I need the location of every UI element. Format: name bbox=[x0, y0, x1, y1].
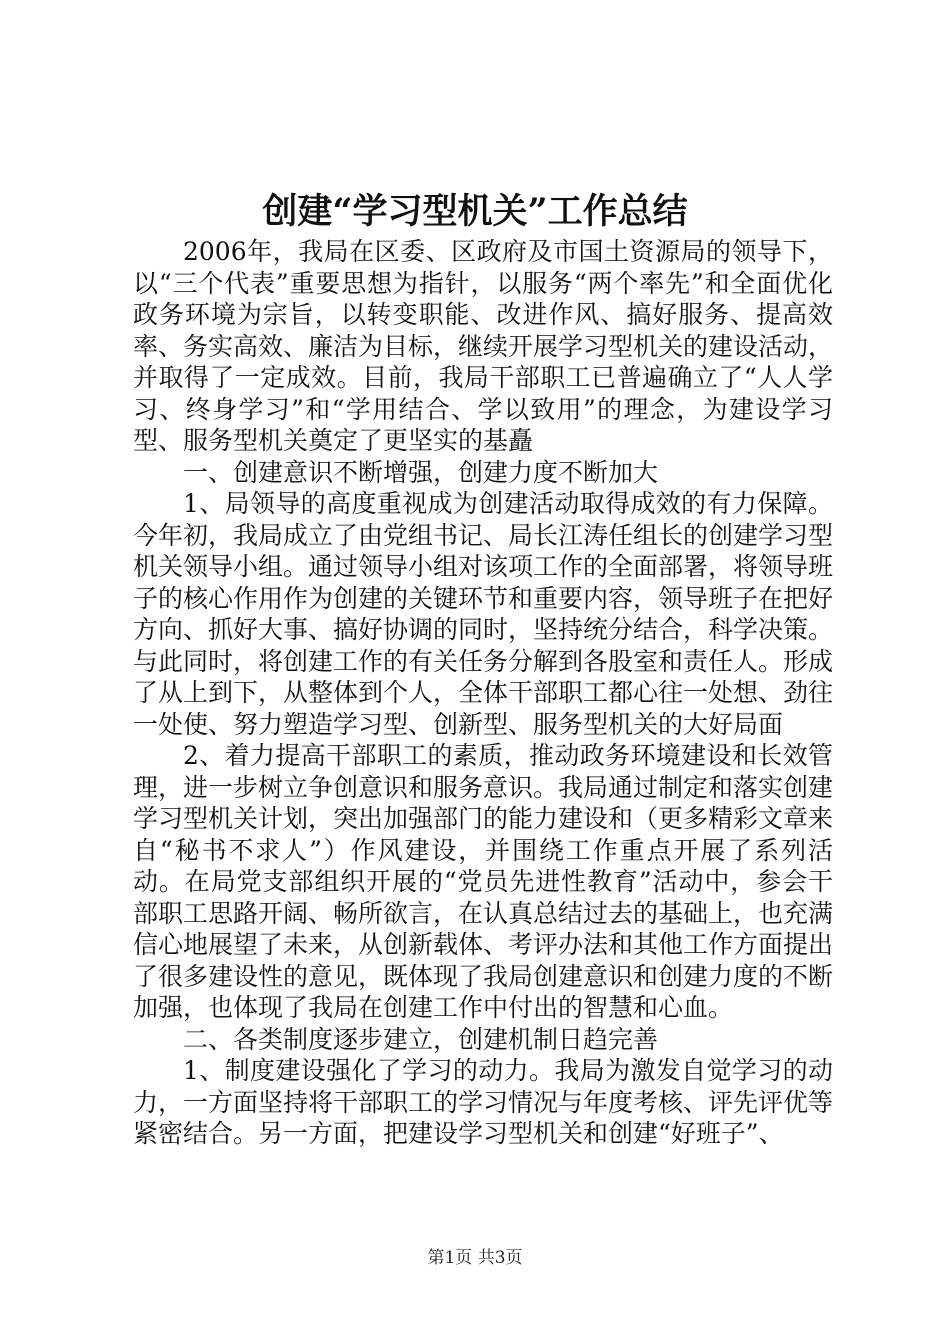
section-heading-2: 二、各类制度逐步建立，创建机制日趋完善 bbox=[183, 1024, 659, 1054]
paragraph-1-2: 2、着力提高干部职工的素质，推动政务环境建设和长效管理，进一步树立争创意识和服务意识。我局通过制定和落实创建学习型机关计划，突出加强部门的能力建设和（更多精彩文章来自“秘书不求人”）作风建设，并围绕工作重点开展了系列活动。在局党支部组织开展的“党员先进性教育”活动中，参会干部职工思路开阔、畅所欲言，在认真总结过去的基础上，也充满信心地展望了未来，从创新载体、考评办法和其他工作方面提出了很多建设性的意见，既体现了我局创建意识和创建力度的不断加强，也体现了我局在创建工作中付出的智慧和心血。 bbox=[133, 741, 834, 1022]
paragraph-intro: 2006年，我局在区委、区政府及市国土资源局的领导下，以“三个代表”重要思想为指针，以服务“两个率先”和全面优化政务环境为宗旨，以转变职能、改进作风、搞好服务、提高效率、务实高效、廉洁为目标，继续开展学习型机关的建设活动，并取得了一定成效。目前，我局干部职工已普遍确立了“人人学习、终身学习”和“学用结合、学以致用”的理念，为建设学习型、服务型机关奠定了更坚实的基矗 bbox=[133, 237, 834, 455]
paragraph-1-1: 1、局领导的高度重视成为创建活动取得成效的有力保障。今年初，我局成立了由党组书记、局长江涛任组长的创建学习型机关领导小组。通过领导小组对该项工作的全面部署，将领导班子的核心作用作为创建的关键环节和重要内容，领导班子在把好方向、抓好大事、搞好协调的同时，坚持统分结合，科学决策。与此同时，将创建工作的有关任务分解到各股室和责任人。形成了从上到下，从整体到个人，全体干部职工都心往一处想、劲往一处使、努力塑造学习型、创新型、服务型机关的大好局面 bbox=[133, 489, 834, 739]
paragraph-2-1: 1、制度建设强化了学习的动力。我局为激发自觉学习的动力，一方面坚持将干部职工的学习情况与年度考核、评先评优等紧密结合。另一方面，把建设学习型机关和创建“好班子”、 bbox=[133, 1056, 834, 1148]
document-title: 创建“学习型机关”工作总结 bbox=[262, 191, 688, 232]
page-number-footer: 第1页 共3页 bbox=[427, 1248, 523, 1268]
section-heading-1: 一、创建意识不断增强，创建力度不断加大 bbox=[183, 457, 659, 487]
document-body bbox=[133, 236, 833, 1150]
